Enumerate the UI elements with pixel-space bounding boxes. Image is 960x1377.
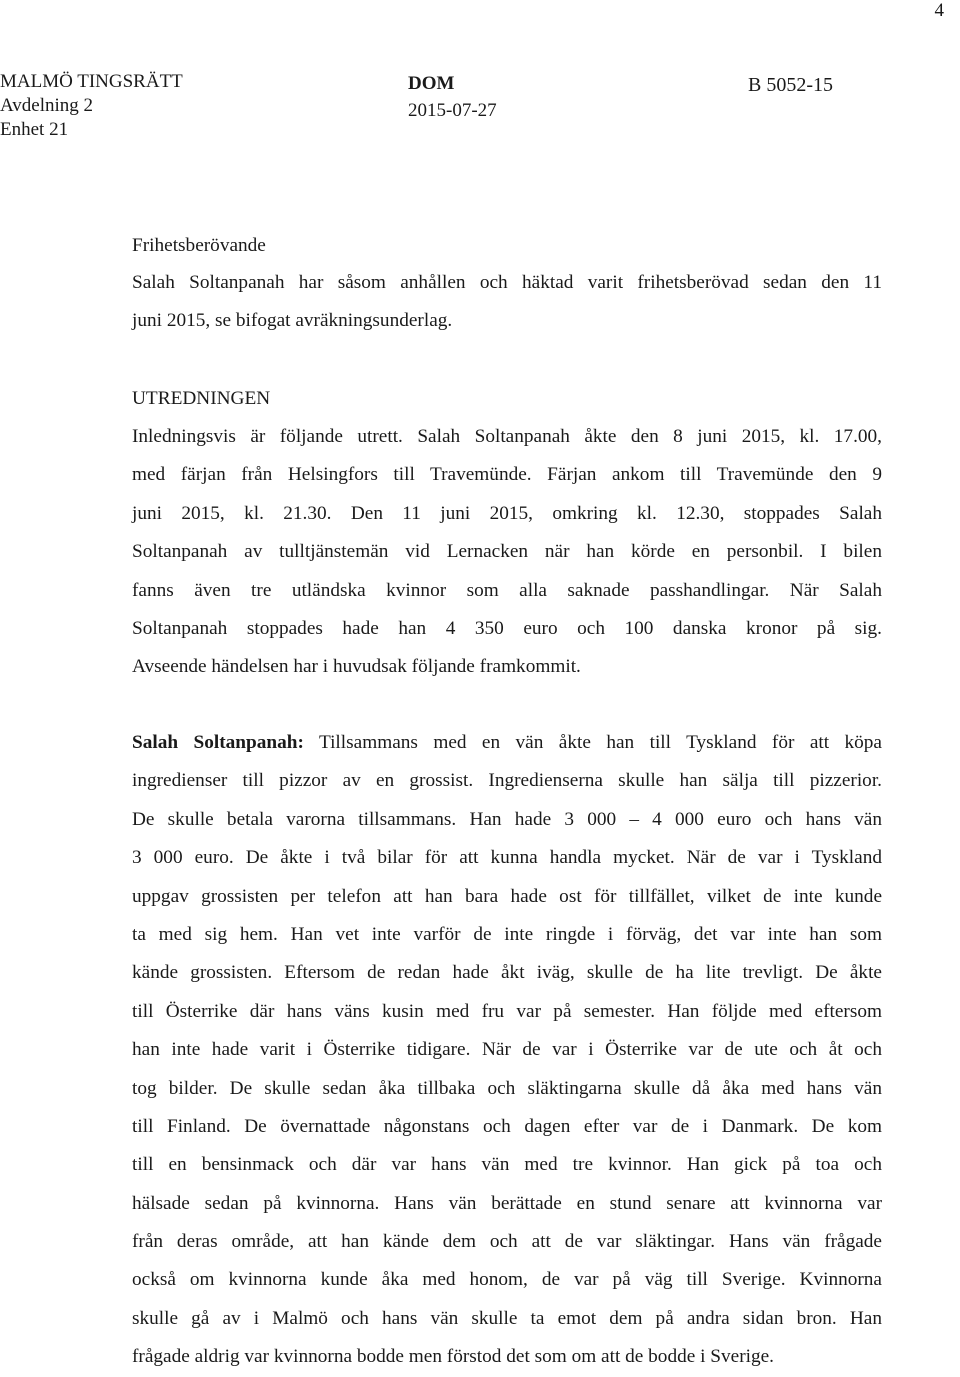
paragraph-line: ta med sig hem. Han vet inte varför de inte ringde i förväg, det var inte han som xyxy=(132,923,882,945)
court-unit: Enhet 21 xyxy=(0,119,69,140)
statement-first-line xyxy=(132,724,882,762)
statement-first-line-text: Tillsammans med en vän åkte han till Tyskland för att köpa xyxy=(318,732,882,753)
utredningen-text xyxy=(132,418,882,687)
paragraph-line: Soltanpanah stoppades hade han 4 350 euro och 100 danska kronor på sig. xyxy=(132,617,882,639)
paragraph-line: skulle gå av i Malmö och hans vän skulle ta emot dem på andra sidan bron. Han xyxy=(132,1307,882,1329)
utredningen-heading: UTREDNINGEN xyxy=(132,388,271,409)
paragraph-line: ingredienser till pizzor av en grossist. Ingredienserna skulle han sälja till pizzerior. xyxy=(132,770,882,792)
paragraph-line: juni 2015, kl. 21.30. Den 11 juni 2015, omkring kl. 12.30, stoppades Salah xyxy=(132,502,882,524)
frihetsberovande-heading: Frihetsberövande xyxy=(132,235,266,256)
paragraph-line: han inte hade varit i Österrike tidigare. När de var i Österrike var de ute och åt och xyxy=(132,1039,882,1061)
statement-text xyxy=(132,724,882,1377)
paragraph-line: 3 000 euro. De åkte i två bilar för att kunna handla mycket. När de var i Tyskland xyxy=(132,847,882,869)
paragraph-line: Soltanpanah av tulltjänstemän vid Lernacken när han körde en personbil. I bilen xyxy=(132,541,882,563)
document-date: 2015-07-27 xyxy=(408,100,497,121)
document-type: DOM xyxy=(408,73,455,94)
paragraph-line: uppgav grossisten per telefon att han bara hade ost för tillfället, vilket de inte kunde xyxy=(132,885,882,907)
paragraph-line: Avseende händelsen har i huvudsak följande framkommit. xyxy=(132,656,581,678)
court-division: Avdelning 2 xyxy=(0,95,94,116)
paragraph-line: frågade aldrig var kvinnorna bodde men förstod det som om att de bodde i Sverige. xyxy=(132,1346,774,1368)
paragraph-line: fanns även tre utländska kvinnor som alla saknade passhandlingar. När Salah xyxy=(132,579,882,601)
frihetsberovande-text xyxy=(132,264,882,341)
court-header xyxy=(0,70,183,142)
case-number: B 5052-15 xyxy=(748,74,833,96)
page-number: 4 xyxy=(934,0,944,21)
paragraph-line: till en bensinmack och där var hans vän med tre kvinnor. Han gick på toa och xyxy=(132,1154,882,1176)
paragraph-line: Inledningsvis är följande utrett. Salah Soltanpanah åkte den 8 juni 2015, kl. 17.00, xyxy=(132,426,882,447)
paragraph-line: också om kvinnorna kunde åka med honom, de var på väg till Sverige. Kvinnorna xyxy=(132,1269,882,1291)
document-header xyxy=(408,70,497,124)
paragraph-line: till Österrike där hans väns kusin med fru var på semester. Han följde med eftersom xyxy=(132,1000,882,1022)
paragraph-line: De skulle betala varorna tillsammans. Han hade 3 000 – 4 000 euro och hans vän xyxy=(132,808,882,830)
court-name: MALMÖ TINGSRÄTT xyxy=(0,71,183,92)
paragraph-line: från deras område, att han kände dem och att de var släktingar. Hans vän frågade xyxy=(132,1231,882,1253)
speaker-name: Salah Soltanpanah: xyxy=(132,732,304,753)
paragraph-line: kände grossisten. Eftersom de redan hade åkt iväg, skulle de ha lite trevligt. De åkte xyxy=(132,962,882,984)
paragraph-line: med färjan från Helsingfors till Travemünde. Färjan ankom till Travemünde den 9 xyxy=(132,464,882,486)
paragraph-line: tog bilder. De skulle sedan åka tillbaka och släktingarna skulle då åka med hans vän xyxy=(132,1077,882,1099)
paragraph-line: Salah Soltanpanah har såsom anhållen och häktad varit frihetsberövad sedan den 11 xyxy=(132,272,882,293)
paragraph-line: hälsade sedan på kvinnorna. Hans vän berättade en stund senare att kvinnorna var xyxy=(132,1192,882,1214)
paragraph-line: till Finland. De övernattade någonstans och dagen efter var de i Danmark. De kom xyxy=(132,1115,882,1137)
paragraph-line: juni 2015, se bifogat avräkningsunderlag. xyxy=(132,310,453,332)
